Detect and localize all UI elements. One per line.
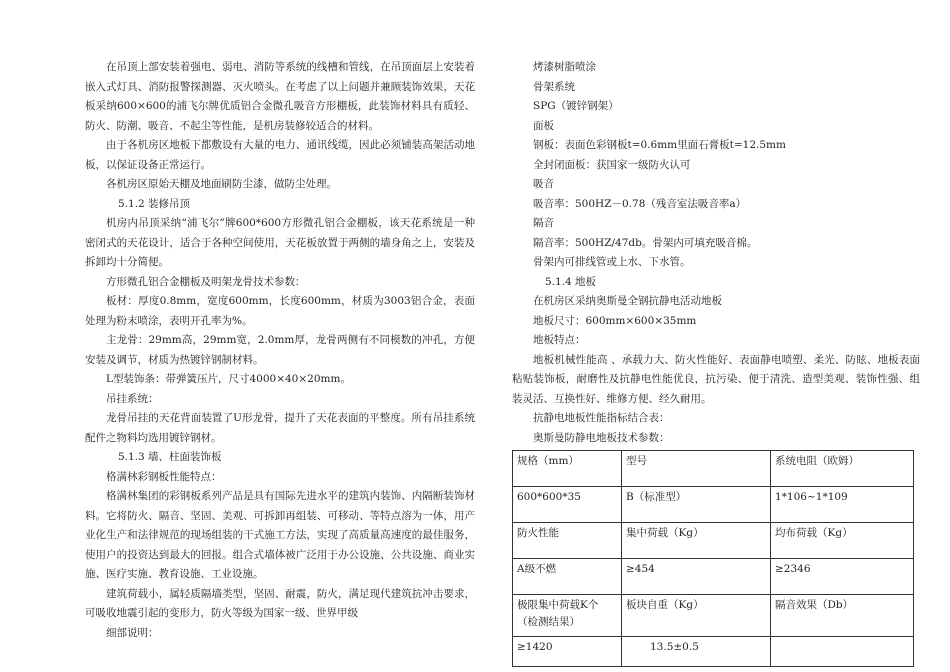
- paragraph: 吸音率：500HZ－0.78（残音室法吸音率a）: [533, 197, 747, 210]
- paragraph: 各机房区原始天棚及地面刷防尘漆，做防尘处理。: [106, 178, 337, 190]
- paragraph: 建筑荷载小，属轻质隔墙类型，坚固、耐震，防火，满足现代建筑抗冲击要求，可吸收地震引起的变形力，防火等级为国家一级、世界甲级: [85, 587, 475, 619]
- table-cell: 板块自重（Kg）: [622, 595, 771, 637]
- table-cell: 防火性能: [513, 523, 622, 559]
- paragraph: 在机房区采纳奥斯曼全钢抗静电活动地板: [533, 295, 722, 307]
- paragraph: 面板: [533, 119, 554, 132]
- paragraph: 奥斯曼防静电地板技术参数：: [533, 431, 670, 444]
- table-cell: 极限集中荷载K个（检测结果）: [513, 595, 622, 637]
- table-cell: 600*600*35: [513, 487, 622, 523]
- paragraph: SPG（镀锌钢架）: [533, 100, 619, 112]
- paragraph: 全封闭面板：获国家一级防火认可: [533, 158, 691, 171]
- table-row: [513, 559, 914, 595]
- paragraph: 5.1.4 地板: [545, 275, 597, 288]
- paragraph: 5.1.3 墙、柱面装饰板: [118, 451, 222, 463]
- paragraph: L型装饰条：带弹簧压片，尺寸4000×40×20mm。: [106, 373, 351, 385]
- right-paragraphs: [512, 58, 920, 448]
- paragraph: 由于各机房区地板下都敷设有大量的电力、通讯线缆，因此必须铺装高架活动地板，以保证设备正常运行。: [85, 139, 475, 171]
- paragraph: 细部说明：: [106, 626, 159, 639]
- table-cell: A级不燃: [513, 559, 622, 595]
- paragraph: 吸音: [533, 178, 554, 190]
- table-row: [513, 487, 914, 523]
- paragraph: 吊挂系统：: [106, 392, 159, 405]
- table-cell: 隔音效果（Db）: [771, 595, 914, 637]
- right-column: [512, 58, 920, 667]
- paragraph: 抗静电地板性能指标结合表：: [533, 412, 670, 424]
- paragraph: 板材：厚度0.8mm，宽度600mm，长度600mm，材质为3003铝合金，表面处理为粉末喷涂，表明开孔率为%。: [85, 295, 475, 327]
- table-cell: ≥1420: [513, 637, 622, 667]
- table-cell: 集中荷载（Kg）: [622, 523, 771, 559]
- paragraph: 5.1.2 装修吊顶: [118, 197, 191, 210]
- paragraph: 地板尺寸：600mm×600×35mm: [533, 314, 697, 327]
- paragraph: 格满林彩钢板性能特点：: [106, 470, 222, 483]
- paragraph: 地板机械性能高 、承载力大、防火性能好、表面静电喷塑、柔光、防眩、地板表面粘贴装饰板，耐磨性及抗静电性能优良，抗污染、便于清洗、造型美观、装饰性强、组装灵活、互换性好、维修方便、经久耐用。: [512, 353, 920, 405]
- paragraph: 地板特点：: [533, 334, 586, 346]
- floor-spec-table: [512, 450, 914, 667]
- paragraph: 骨架内可排线管或上水、下水管。: [533, 256, 691, 268]
- paragraph: 龙骨吊挂的天花背面装置了U形龙骨，提升了天花表面的平整度。所有吊挂系统配件之物料均选用镀锌钢材。: [85, 412, 475, 444]
- table-cell: [771, 637, 914, 667]
- paragraph: 格满林集团的彩钢板系列产品是具有国际先进水平的建筑内装饰、内隔断装饰材料。它将防火、隔音、坚固、美观、可拆卸再组装、可移动、等特点溶为一体，用产业化生产和法律规范的现场组装的干式施工方法，实现了高质量高速度的最佳服务，使用户的投资达到最大的回报。组合式墙体被广泛用于办公设施、公共设施、商业实施、医疗实施、教育设施、工业设施。: [85, 490, 475, 580]
- table-row: [513, 637, 914, 667]
- paragraph: 隔音: [533, 217, 554, 229]
- table-cell: 规格（mm）: [513, 451, 622, 487]
- table-cell: 13.5±0.5: [622, 637, 771, 667]
- left-column: [85, 58, 475, 643]
- paragraph: 骨架系统: [533, 80, 575, 93]
- paragraph: 烤漆树脂喷涂: [533, 61, 596, 73]
- paragraph: 主龙骨：29mm高，29mm宽，2.0mm厚，龙骨两侧有不同模数的冲孔，方便安装及调节，材质为热镀锌钢制材料。: [85, 334, 475, 366]
- table-cell: 1*106~1*109: [771, 487, 914, 523]
- table-cell: 系统电阻（欧姆）: [771, 451, 914, 487]
- paragraph: 在吊顶上部安装着强电、弱电、消防等系统的线槽和管线，在吊顶面层上安装着嵌入式灯具、消防报警探测器、灭火喷头。在考虑了以上问题并兼顾装饰效果，天花板采纳600×600的浦飞尔牌优质铝合金微孔吸音方形棚板，此装饰材料具有质轻、防火、防潮、吸音、不起尘等性能，是机房装修较适合的材料。: [85, 61, 475, 132]
- table-row: [513, 451, 914, 487]
- paragraph: 隔音率：500HZ/47db。骨架内可填充吸音棉。: [533, 236, 758, 249]
- table-cell: ≥454: [622, 559, 771, 595]
- table-cell: B（标准型）: [622, 487, 771, 523]
- table-cell: ≥2346: [771, 559, 914, 595]
- table-row: [513, 523, 914, 559]
- table-cell: 型号: [622, 451, 771, 487]
- paragraph: 钢板：表面色彩钢板t=0.6mm里面石膏板t=12.5mm: [533, 139, 786, 151]
- paragraph: 机房内吊顶采纳“浦飞尔”牌600*600方形微孔铝合金棚板，该天花系统是一种密闭式的天花设计，适合于各种空间使用，天花板放置于两侧的墙身角之上，安装及拆卸均十分简便。: [85, 217, 475, 268]
- table-row: [513, 595, 914, 637]
- paragraph: 方形微孔铝合金棚板及明架龙骨技术参数：: [106, 275, 306, 288]
- table-cell: 均布荷载（Kg）: [771, 523, 914, 559]
